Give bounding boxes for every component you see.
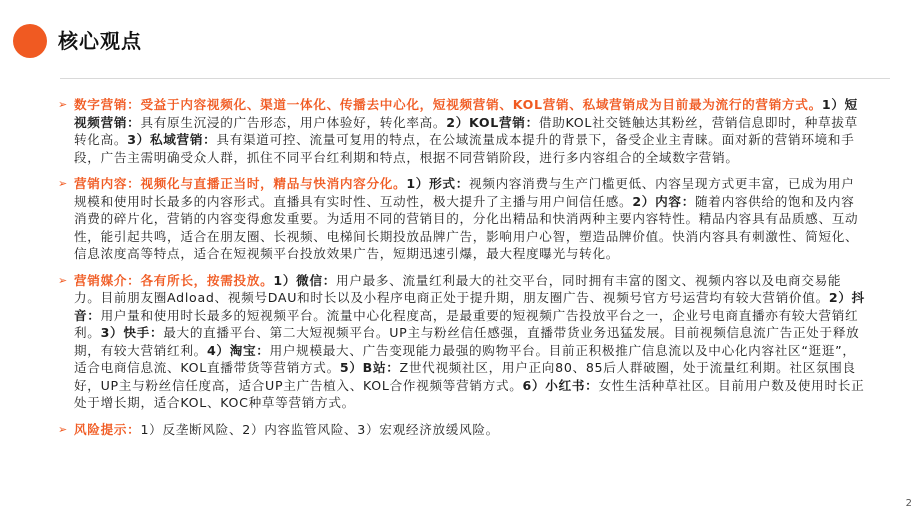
segment-heading: 2）抖音： [74, 290, 865, 323]
segment-text: 最大的直播平台、第二大短视频平台。UP主与粉丝信任感强，直播带货业务迅猛发展。目前视频信息流广告正处于释放期，有较大营销红利。 [74, 325, 860, 358]
segment-text: 用户规模最大、广告变现能力最强的购物平台。目前正积极推广信息流以及中心化内容社区“逛逛”，适合电商信息流、KOL直播带货等营销方式。 [74, 342, 856, 375]
segment-text: 视频内容消费与生产门槛更低、内容呈现方式更丰富，已成为用户规模和使用时长最多的内容形式。直播具有实时性、互动性，极大提升了主播与用户间信任感。 [74, 176, 855, 209]
paragraph-marketing-content [58, 175, 866, 263]
paragraph-lead: 数字营销：受益于内容视频化、渠道一体化、传播去中心化，短视频营销、KOL营销、私域营销成为目前最为流行的营销方式。 [74, 97, 822, 112]
accent-circle-icon [13, 24, 47, 58]
slide-header [0, 0, 920, 80]
segment-text: 具有原生沉浸的广告形态，用户体验好，转化率高。 [140, 114, 447, 130]
segment-text: Z世代视频社区，用户正向80、85后人群破圈，处于流量红利期。社区氛围良好，UP主与粉丝信任度高，适合UP主广告植入、KOL合作视频等营销方式。 [74, 360, 856, 393]
arrow-bullet-icon: ➢ [58, 422, 68, 436]
segment-heading: 4）淘宝： [206, 342, 270, 358]
segment-heading: 5）B站： [339, 360, 400, 375]
arrow-bullet-icon: ➢ [58, 98, 68, 111]
segment-heading: 2）KOL营销： [446, 114, 539, 130]
segment-heading: 1）形式： [406, 176, 469, 191]
page-number: 2 [905, 498, 912, 509]
segment-text: 借助KOL社交链触达其粉丝，营销信息即时，种草拔草转化高。 [74, 114, 858, 147]
segment-heading: 3）快手： [100, 325, 164, 340]
segment-heading: 3）私域营销： [127, 132, 217, 147]
segment-text: 女性生活种草社区。目前用户数及使用时长正处于增长期，适合KOL、KOC种草等营销方式。 [74, 377, 865, 410]
segment-text: 用户最多、流量红利最大的社交平台，同时拥有丰富的图文、视频内容以及电商交易能力。目前朋友圈Adload、视频号DAU和时长以及小程序电商正处于提升期，朋友圈广告、视频号官方号运营均有较大营销价值。 [74, 272, 842, 305]
arrow-bullet-icon: ➢ [58, 273, 68, 287]
paragraph-lead: 营销媒介：各有所长，按需投放。 [74, 272, 274, 288]
paragraph-marketing-media [58, 272, 866, 412]
page-title: 核心观点 [58, 29, 142, 53]
segment-text: 1）反垄断风险、2）内容监管风险、3）宏观经济放缓风险。 [140, 421, 499, 437]
segment-text: 随着内容供给的饱和及内容消费的碎片化，营销的内容变得愈发重要。为适用不同的营销目的，分化出精品和快消两种主要内容特性。精品内容具有品质感、互动性，能引起共鸣，适合在朋友圈、长视频、电梯间长期投放品牌广告，影响用户心智，塑造品牌价值。快消内容具有刺激性、简短化、信息浓度高等特点，适合在短视频平台投放效果广告，短期迅速引爆，最大程度曝光与转化。 [74, 193, 859, 261]
paragraph-lead: 营销内容：视频化与直播正当时，精品与快消内容分化。 [74, 176, 407, 191]
paragraph-lead: 风险提示： [74, 421, 141, 437]
header-divider [60, 78, 890, 79]
paragraph-risk-warning [58, 421, 866, 439]
segment-text: 用户量和使用时长最多的短视频平台。流量中心化程度高，是最重要的短视频广告投放平台之一，企业号电商直播亦有较大营销红利。 [74, 307, 859, 340]
key-points [58, 96, 866, 447]
segment-heading: 1）短视频营销： [74, 97, 858, 130]
segment-heading: 6）小红书： [522, 377, 599, 393]
segment-heading: 1）微信： [273, 272, 337, 288]
segment-text: 具有渠道可控、流量可复用的特点，在公域流量成本提升的背景下，备受企业主青睐。面对新的营销环境和手段，广告主需明确受众人群，抓住不同平台红利期和特点，根据不同营销阶段，进行多内容组合的全域数字营销。 [74, 132, 855, 165]
paragraph-digital-marketing [58, 96, 866, 166]
arrow-bullet-icon: ➢ [58, 177, 68, 190]
segment-heading: 2）内容： [632, 193, 695, 209]
